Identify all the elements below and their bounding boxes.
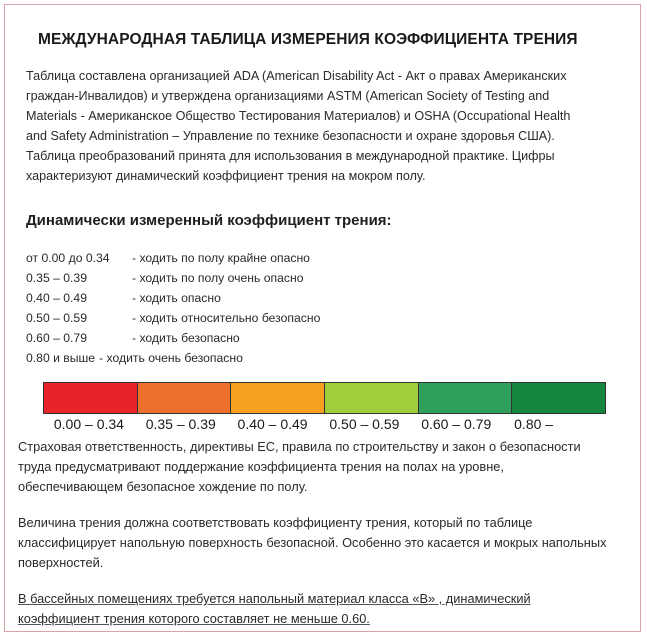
range-value: 0.35 – 0.39 [26, 271, 87, 285]
intro-line: граждан-Инвалидов) и утверждена организациями ASTM (American Society of Testing and [26, 89, 550, 103]
intro-line: Таблица преобразований принята для использования в международной практике. Цифры [26, 149, 555, 163]
section-heading: Динамически измеренный коэффициент трения: [26, 212, 392, 229]
intro-line: Materials - Американское Общество Тестирования Материалов) и OSHA (Occupational Health [26, 109, 571, 123]
range-description: - ходить очень безопасно [99, 351, 243, 365]
scale-label: 0.00 – 0.34 [53, 416, 124, 432]
liability-paragraph: Страховая ответственность, директивы ЕС, правила по строительству и закон о безопасности труда предусматривают поддержание коэффициента трения на полах на уровне, обеспечивающем безопасное хождение по полу. [18, 439, 581, 494]
intro-line: and Safety Administration – Управление по технике безопасности и охране здоровья США). [26, 129, 555, 143]
intro-line: Таблица составлена организацией ADA (American Disability Act - Акт о правах Американских [26, 69, 567, 83]
range-row [26, 288, 320, 308]
scale-segment-green [419, 383, 513, 413]
range-description: - ходить относительно безопасно [132, 311, 321, 325]
range-list [26, 248, 320, 368]
range-value: 0.40 – 0.49 [26, 291, 87, 305]
range-description: - ходить по полу очень опасно [132, 271, 304, 285]
color-scale-labels [43, 416, 606, 436]
range-description: - ходить по полу крайне опасно [132, 251, 310, 265]
range-value: от 0.00 до 0.34 [26, 251, 110, 265]
range-row [26, 248, 320, 268]
scale-label: 0.40 – 0.49 [237, 416, 308, 432]
range-value: 0.80 и выше [26, 351, 96, 365]
scale-segment-light-green [325, 383, 419, 413]
scale-segment-dark-green [512, 383, 605, 413]
page-title: МЕЖДУНАРОДНАЯ ТАБЛИЦА ИЗМЕРЕНИЯ КОЭФФИЦИЕНТА ТРЕНИЯ [38, 31, 578, 48]
scale-label: 0.50 – 0.59 [329, 416, 400, 432]
range-row [26, 348, 320, 368]
range-value: 0.50 – 0.59 [26, 311, 87, 325]
range-row [26, 328, 320, 348]
range-row [26, 308, 320, 328]
intro-line: характеризуют динамический коэффициент трения на мокром полу. [26, 169, 426, 183]
pool-requirement-paragraph: В бассейных помещениях требуется напольный материал класса «В» , динамический коэффициент трения которого составляет не меньше 0.60. [18, 591, 531, 626]
scale-label: 0.35 – 0.39 [145, 416, 216, 432]
scale-segment-orange-red [138, 383, 232, 413]
color-scale-bar [43, 382, 606, 414]
range-value: 0.60 – 0.79 [26, 331, 87, 345]
scale-label: 0.60 – 0.79 [421, 416, 492, 432]
intro-text [26, 66, 626, 186]
friction-paragraph: Величина трения должна соответствовать коэффициенту трения, который по таблице классифицирует напольную поверхность безопасной. Особенно это касается и мокрых напольных поверхностей. [18, 515, 607, 570]
scale-segment-orange [231, 383, 325, 413]
range-description: - ходить опасно [132, 291, 221, 305]
scale-segment-red [44, 383, 138, 413]
range-row [26, 268, 320, 288]
scale-label: 0.80 – [514, 416, 554, 432]
range-description: - ходить безопасно [132, 331, 240, 345]
